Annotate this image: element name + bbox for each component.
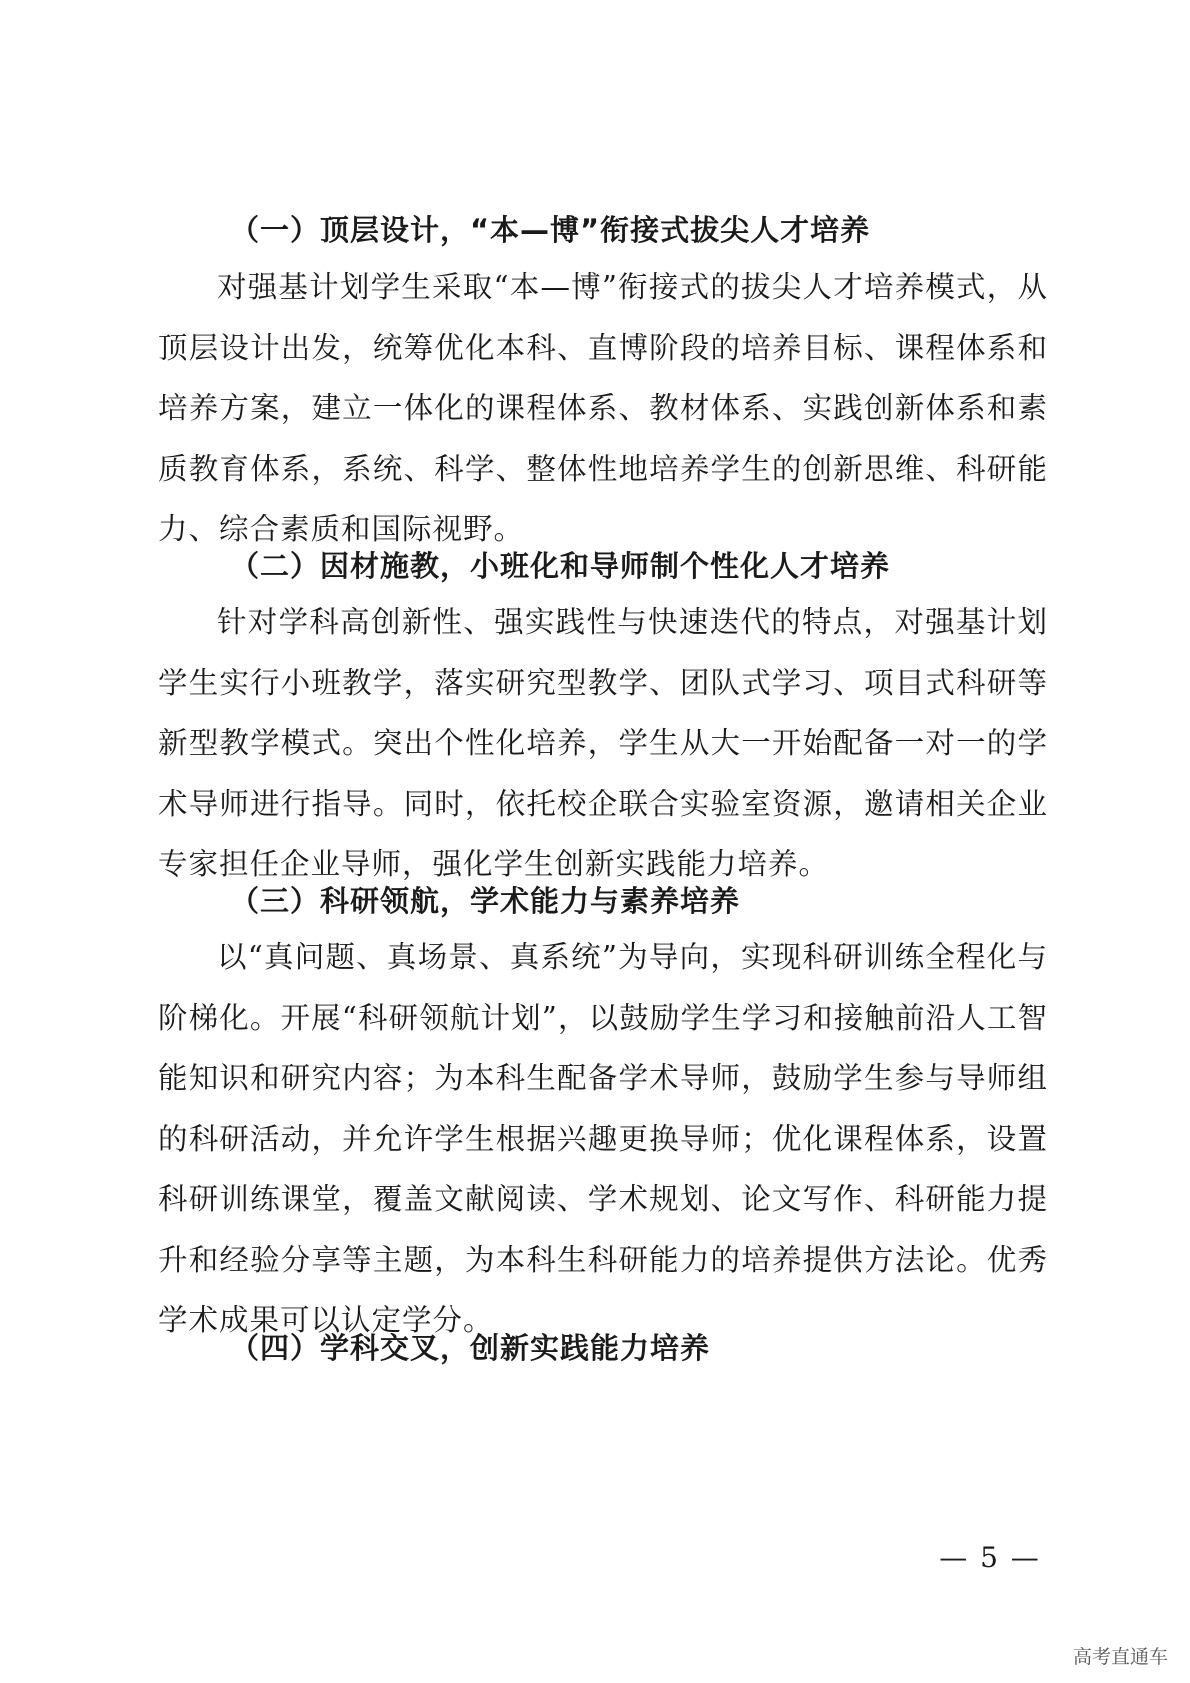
section-heading-1: （一）顶层设计，“本—博”衔接式拔尖人才培养: [230, 213, 871, 247]
section-body-2: 针对学科高创新性、强实践性与快速迭代的特点，对强基计划学生实行小班教学，落实研究型教学、团队式学习、项目式科研等新型教学模式。突出个性化培养，学生从大一开始配备一对一的学术导师进行指导。同时，依托校企联合实验室资源，邀请相关企业专家担任企业导师，强化学生创新实践能力培养。: [158, 605, 1048, 881]
section-body-1: 对强基计划学生采取“本—博”衔接式的拔尖人才培养模式，从顶层设计出发，统筹优化本科、直博阶段的培养目标、课程体系和培养方案，建立一体化的课程体系、教材体系、实践创新体系和素质教育体系，系统、科学、整体性地培养学生的创新思维、科研能力、综合素质和国际视野。: [158, 270, 1048, 546]
section-heading-3: （三）科研领航，学术能力与素养培养: [230, 884, 741, 918]
section-body-3: 以“真问题、真场景、真系统”为导向，实现科研训练全程化与阶梯化。开展“科研领航计划”，以鼓励学生学习和接触前沿人工智能知识和研究内容；为本科生配备学术导师，鼓励学生参与导师组的科研活动，并允许学生根据兴趣更换导师；优化课程体系，设置科研训练课堂，覆盖文献阅读、学术规划、论文写作、科研能力提升和经验分享等主题，为本科生科研能力的培养提供方法论。优秀学术成果可以认定学分。: [158, 940, 1048, 1337]
watermark-text: 高考直通车: [1072, 1646, 1168, 1668]
page-number: — 5 —: [939, 1541, 1041, 1574]
section-heading-4: （四）学科交叉，创新实践能力培养: [230, 1331, 711, 1365]
section-heading-2: （二）因材施教，小班化和导师制个性化人才培养: [230, 549, 891, 583]
